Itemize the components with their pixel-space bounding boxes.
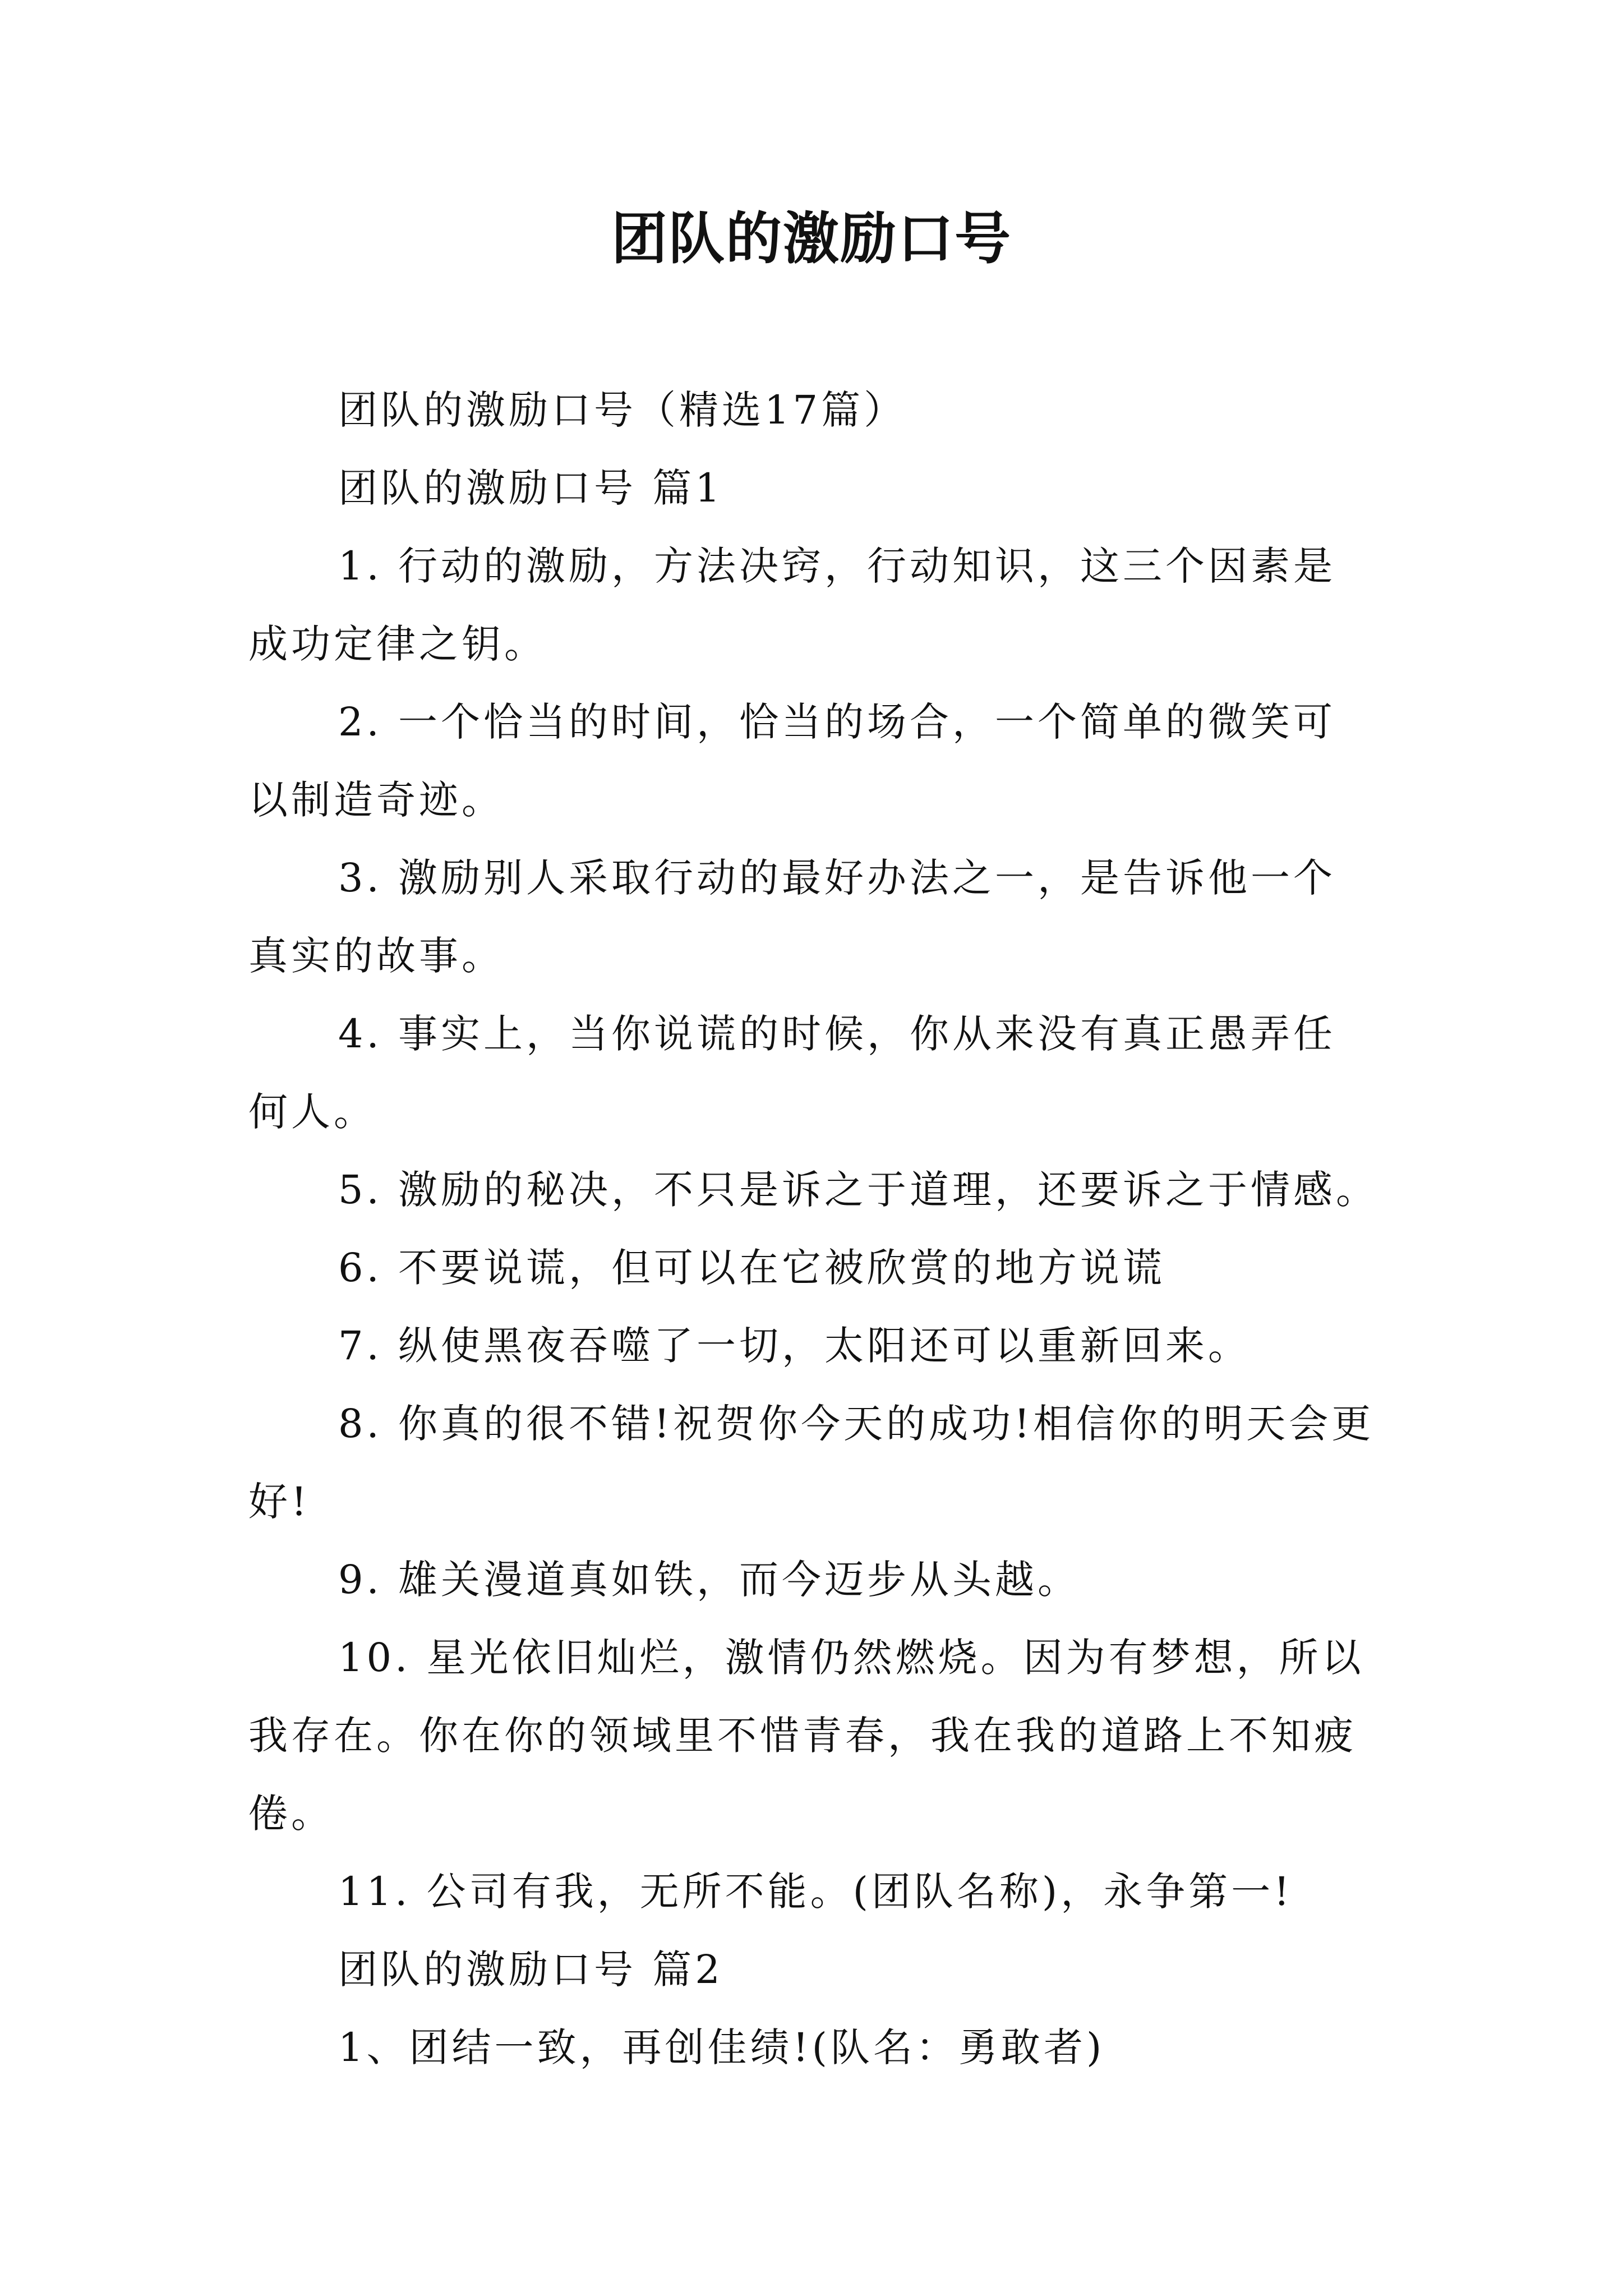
paragraph-item-8: 8. 你真的很不错!祝贺你今天的成功!相信你的明天会更好! [248,1401,1375,1525]
paragraph-item-1: 1. 行动的激励，方法决窍，行动知识，这三个因素是成功定律之钥。 [248,543,1336,667]
paragraph-item-4: 4. 事实上，当你说谎的时候，你从来没有真正愚弄任何人。 [248,1011,1336,1135]
section-heading-1: 团队的激励口号 篇1 [338,465,723,511]
section-heading-2: 团队的激励口号 篇2 [338,1947,723,1993]
paragraph-item-12: 1、团结一致，再创佳绩!(队名：勇敢者) [338,2024,1105,2070]
paragraph-item-2: 2. 一个恰当的时间，恰当的场合，一个简单的微笑可以制造奇迹。 [248,699,1336,823]
paragraph-item-9: 9. 雄关漫道真如铁，而今迈步从头越。 [338,1557,1081,1603]
paragraph-subtitle: 团队的激励口号（精选17篇） [338,387,907,433]
paragraph-item-6: 6. 不要说谎，但可以在它被欣赏的地方说谎 [338,1245,1166,1291]
document-body [248,371,1379,2087]
paragraph-item-3: 3. 激励别人采取行动的最好办法之一，是告诉他一个真实的故事。 [248,855,1336,979]
paragraph-item-5: 5. 激励的秘决，不只是诉之于道理，还要诉之于情感。 [338,1167,1379,1213]
document-title: 团队的激励口号 [611,205,1012,272]
paragraph-item-7: 7. 纵使黑夜吞噬了一切，太阳还可以重新回来。 [338,1323,1251,1369]
paragraph-item-10: 10. 星光依旧灿烂，激情仍然燃烧。因为有梦想，所以我存在。你在你的领域里不惜青春，我在我的道路上不知疲倦。 [248,1635,1364,1837]
paragraph-item-11: 11. 公司有我，无所不能。(团队名称)，永争第一! [338,1869,1293,1915]
